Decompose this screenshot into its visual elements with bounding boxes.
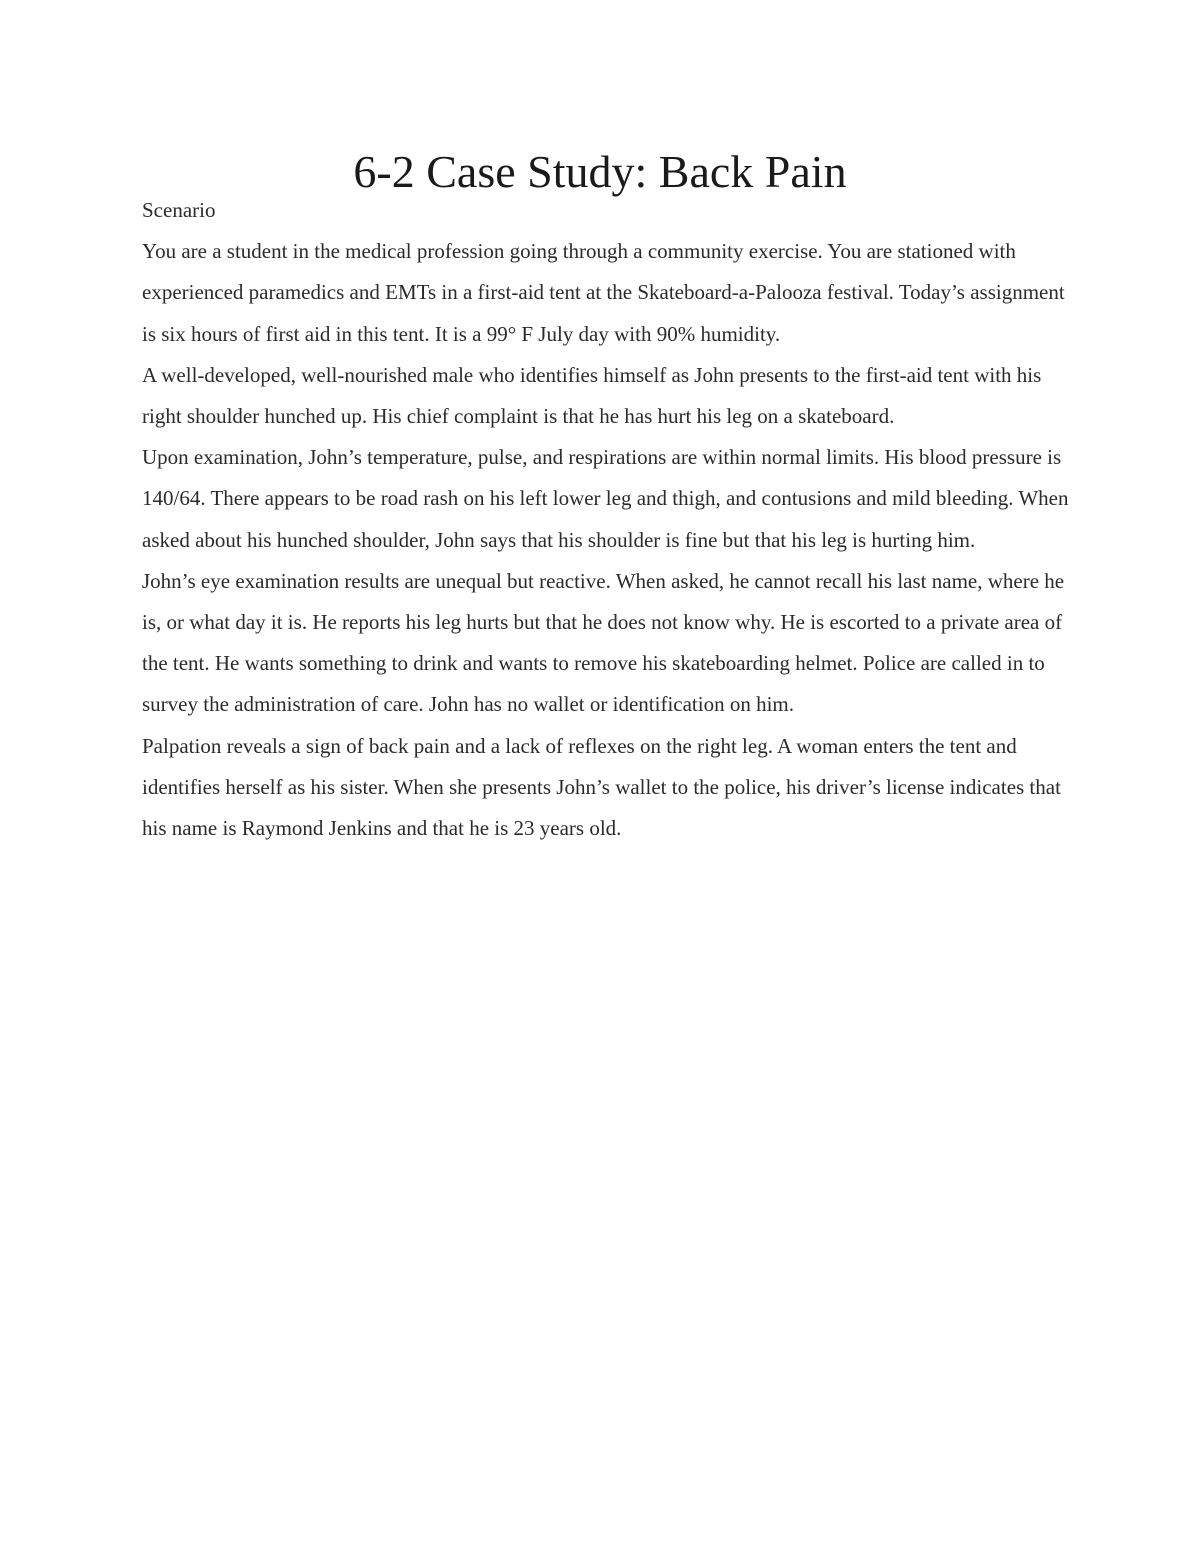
paragraph: A well-developed, well-nourished male who identifies himself as John presents to the first-aid tent with his right shoulder hunched up. His chief complaint is that he has hurt his leg on a skateboard. [142,362,1042,429]
document-title: 6-2 Case Study: Back Pain [353,146,847,197]
paragraph: Palpation reveals a sign of back pain and a lack of reflexes on the right leg. A woman enters the tent and identifies herself as his sister. When she presents John’s wallet to the police, his driver’s license indicates that his name is Raymond Jenkins and that he is 23 years old. [142,733,1061,841]
paragraph: You are a student in the medical profession going through a community exercise. You are stationed with experienced paramedics and EMTs in a first-aid tent at the Skateboard-a-Palooza festival. Today’s assignment is six hours of first aid in this tent. It is a 99° F July day with 90% humidity. [142,239,1065,346]
paragraph: John’s eye examination results are unequal but reactive. When asked, he cannot recall his last name, where he is, or what day it is. He reports his leg hurts but that he does not know why. He is escorted to a private area of the tent. He wants something to drink and wants to remove his skateboarding helmet. Police are called in to survey the administration of care. John has no wallet or identification on him. [142,568,1065,717]
section-label: Scenario [142,198,216,222]
paragraph: Upon examination, John’s temperature, pulse, and respirations are within normal limits. His blood pressure is 140/64. There appears to be road rash on his left lower leg and thigh, and contusions and mild bleeding. When asked about his hunched shoulder, John says that his shoulder is fine but that his leg is hurting him. [142,445,1069,552]
document-body [142,190,1082,849]
